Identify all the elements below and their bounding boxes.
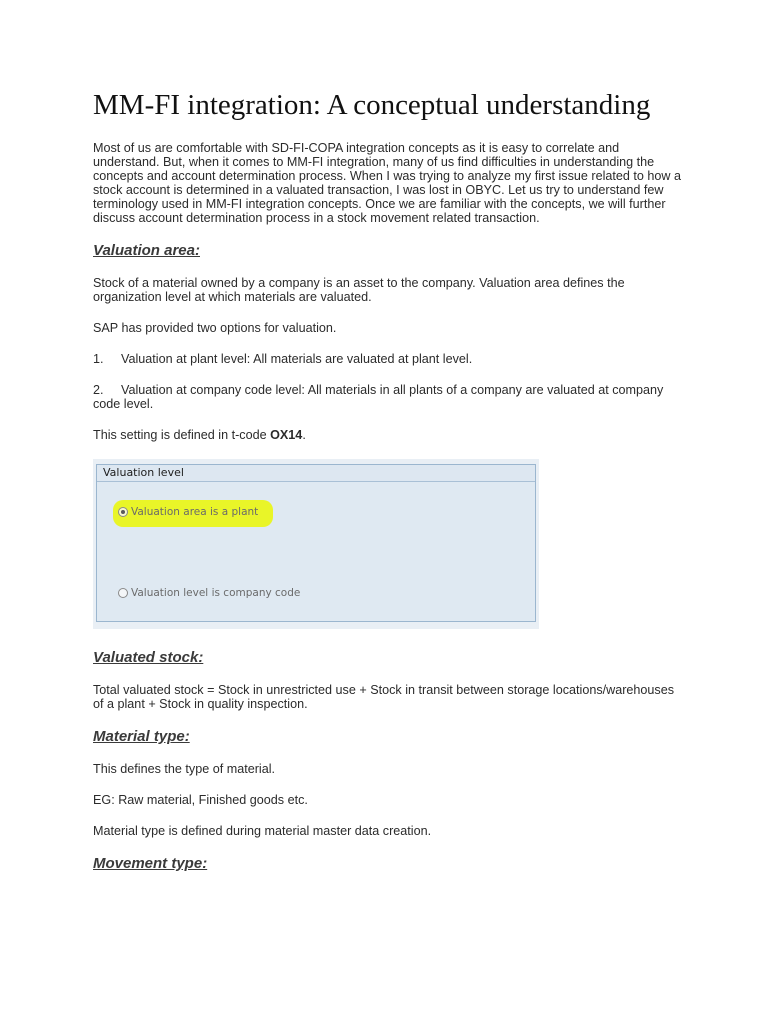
- list-text: Valuation at company code level: All materials in all plants of a company are valuated at company code level.: [93, 383, 664, 411]
- heading-material-type: Material type:: [93, 728, 190, 745]
- list-number: 1.: [93, 352, 104, 366]
- material-type-paragraph: This defines the type of material.: [93, 762, 276, 776]
- material-type-definition: Material type is defined during material master data creation.: [93, 824, 432, 838]
- tcode-suffix: .: [302, 428, 306, 442]
- valuation-options-paragraph: SAP has provided two options for valuation.: [93, 321, 337, 335]
- tcode-value: OX14: [270, 428, 303, 442]
- valuated-stock-paragraph: Total valuated stock = Stock in unrestricted use + Stock in transit between storage locations/warehouses of a plant + Stock in quality inspection.: [93, 683, 675, 711]
- radio-label: Valuation level is company code: [131, 587, 301, 599]
- list-text: Valuation at plant level: All materials are valuated at plant level.: [121, 352, 473, 366]
- radio-selected-icon[interactable]: [118, 507, 128, 517]
- tcode-paragraph: [93, 428, 683, 442]
- valuation-area-paragraph: Stock of a material owned by a company is an asset to the company. Valuation area defines the organization level at which materials are valuated.: [93, 276, 625, 304]
- heading-movement-type: Movement type:: [93, 855, 208, 872]
- sap-screenshot: [93, 459, 539, 629]
- list-item: [93, 383, 683, 411]
- document-page: [93, 88, 683, 889]
- radio-valuation-company-code[interactable]: [118, 587, 300, 599]
- heading-valuated-stock: Valuated stock:: [93, 649, 204, 666]
- valuation-level-group: [96, 464, 536, 622]
- tcode-prefix: This setting is defined in t-code: [93, 428, 271, 442]
- radio-valuation-area-plant[interactable]: [118, 506, 258, 518]
- radio-label: Valuation area is a plant: [131, 506, 259, 518]
- intro-paragraph: Most of us are comfortable with SD-FI-COPA integration concepts as it is easy to correlate and understand. But, when it comes to MM-FI integration, many of us find difficulties in understanding the concepts and account determination process. When I was trying to analyze my first issue related to how a stock account is determined in a valuated transaction, I was lost in OBYC. Let us try to understand few terminology used in MM-FI integration concepts. Once we are familiar with the concepts, we will further discuss account determination process in a stock movement related transaction.: [93, 141, 682, 225]
- list-item: [93, 352, 683, 366]
- radio-unselected-icon[interactable]: [118, 588, 128, 598]
- heading-valuation-area: Valuation area:: [93, 242, 200, 259]
- group-title: Valuation level: [97, 465, 535, 482]
- page-title: MM-FI integration: A conceptual understanding: [93, 89, 651, 121]
- list-number: 2.: [93, 383, 104, 397]
- material-type-example: EG: Raw material, Finished goods etc.: [93, 793, 308, 807]
